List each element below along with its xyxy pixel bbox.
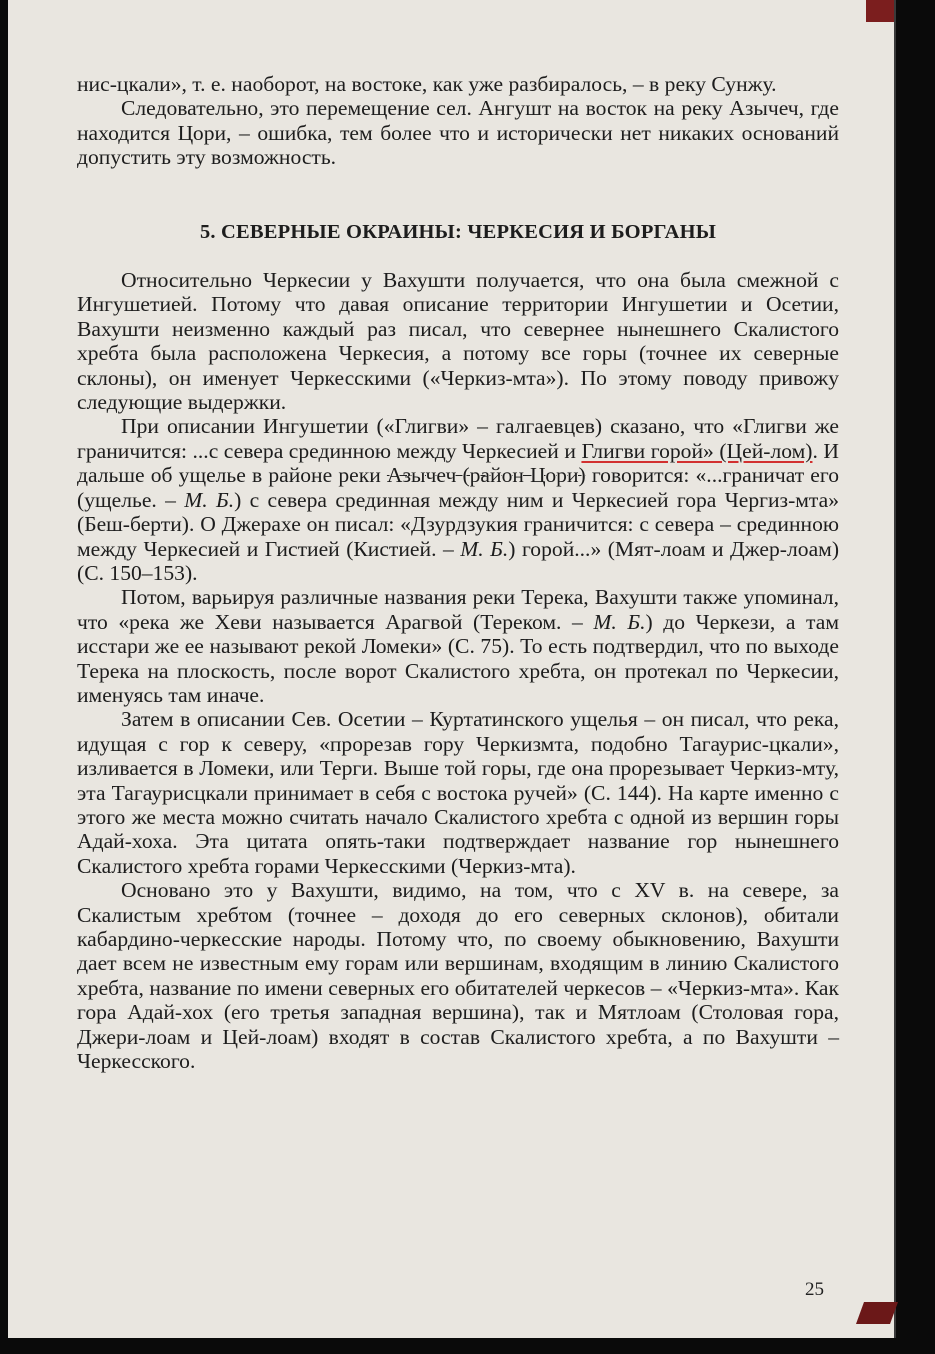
author-initials: М. Б.	[460, 536, 509, 561]
paragraph-ossetia: Затем в описании Сев. Осетии – Куртатинского ущелья – он писал, что река, идущая с гор к северу, «прорезав гору Черкизмта, подобно Тагаурис-цкали», изливается в Ломеки, или Терги. Выше той горы, где она прорезывает Черкиз-мту, эта Тагаурисцкали принимает в себя с востока ручей» (С. 144). На карте именно с этого же места можно считать начало Скалистого хребта с одной из вершин горы Адай-хоха. Эта цитата опять-таки подтверждает название гор нынешнего Скалистого хребта горами Черкесскими (Черкиз-мта).	[77, 707, 839, 878]
paragraph-conclusion: Следовательно, это перемещение сел. Ангушт на восток на реку Азычеч, где находится Цори, – ошибка, тем более что и исторически нет никаких оснований допустить эту возможность.	[77, 96, 839, 170]
paragraph-cherkessia-intro: Относительно Черкесии у Вахушти получается, что она была смежной с Ингушетией. Потому что давая описание территории Ингушетии и Осетии, Вахушти неизменно каждый раз писал, что севернее нынешнего Скалистого хребта была расположена Черкесия, а потому все горы (точнее их северные склоны), он именует Черкесскими («Черкиз-мта»). По этому поводу привожу следующие выдержки.	[77, 268, 839, 415]
page-number: 25	[805, 1279, 824, 1300]
text-run: ) горой...» (Мят-лоам и Джер-лоам) (С. 150–153).	[77, 536, 840, 585]
book-cover-corner-bottom	[856, 1302, 898, 1324]
section-heading: 5. СЕВЕРНЫЕ ОКРАИНЫ: ЧЕРКЕСИЯ И БОРГАНЫ	[199, 220, 717, 243]
red-underlined-phrase: Глигви горой» (Цей-лом)	[581, 438, 813, 463]
book-cover-corner-top	[866, 0, 894, 22]
paragraph-gligvi	[77, 414, 839, 585]
paragraph-conclusion-cherkess: Основано это у Вахушти, видимо, на том, что с XV в. на севере, за Скалистым хребтом (точнее – доходя до его северных склонов), обитали кабардино-черкесские народы. Потому что, по своему обыкновению, Вахушти дает всем не известным ему горам или вершинам, входящим в линию Скалистого хребта, название по имени северных его обитателей черкесов – «Черкиз-мта». Как гора Адай-хох (его третья западная вершина), так и Мятлоам (Столовая гора, Джери-лоам и Цей-лоам) входят в состав Скалистого хребта, а по Вахушти – Черкесского.	[77, 878, 839, 1074]
text-run: Потом, варьируя различные названия реки Терека, Вахушти также упоминал, что «река же Хеви называется Арагвой (Тереком. –	[77, 585, 839, 634]
text-run: говорится: «...граничат его (ущелье. –	[77, 463, 839, 512]
paragraph-terek	[77, 585, 839, 707]
marked-phrase: Азычеч (район Цори)	[386, 463, 586, 488]
text-run: ) до Черкези, а там исстари же ее называют рекой Ломеки» (С. 75). То есть подтвердил, что по выходе Терека на плоскость, после ворот Скалистого хребта, он протекал по Черкесии, именуясь там иначе.	[77, 609, 839, 707]
author-initials: М. Б.	[184, 487, 235, 512]
text-run: . И дальше об ущелье в районе реки	[77, 438, 839, 488]
author-initials: М. Б.	[593, 609, 646, 634]
book-page	[8, 0, 896, 1338]
page-text	[77, 72, 839, 1073]
paragraph-continued: нис-цкали», т. е. наоборот, на востоке, как уже разбиралось, – в реку Сунжу.	[77, 72, 777, 96]
text-run: При описании Ингушетии («Глигви» – галгаевцев) сказано, что «Глигви же граничится: ...с севера срединною между Черкесией и	[77, 414, 839, 463]
text-run: ) с севера срединная между ним и Черкесией гора Чергиз-мта» (Беш-берти). О Джерахе он писал: «Дзурдзукия граничится: с севера – срединною между Черкесией и Гистией (Кистией. –	[77, 487, 840, 561]
